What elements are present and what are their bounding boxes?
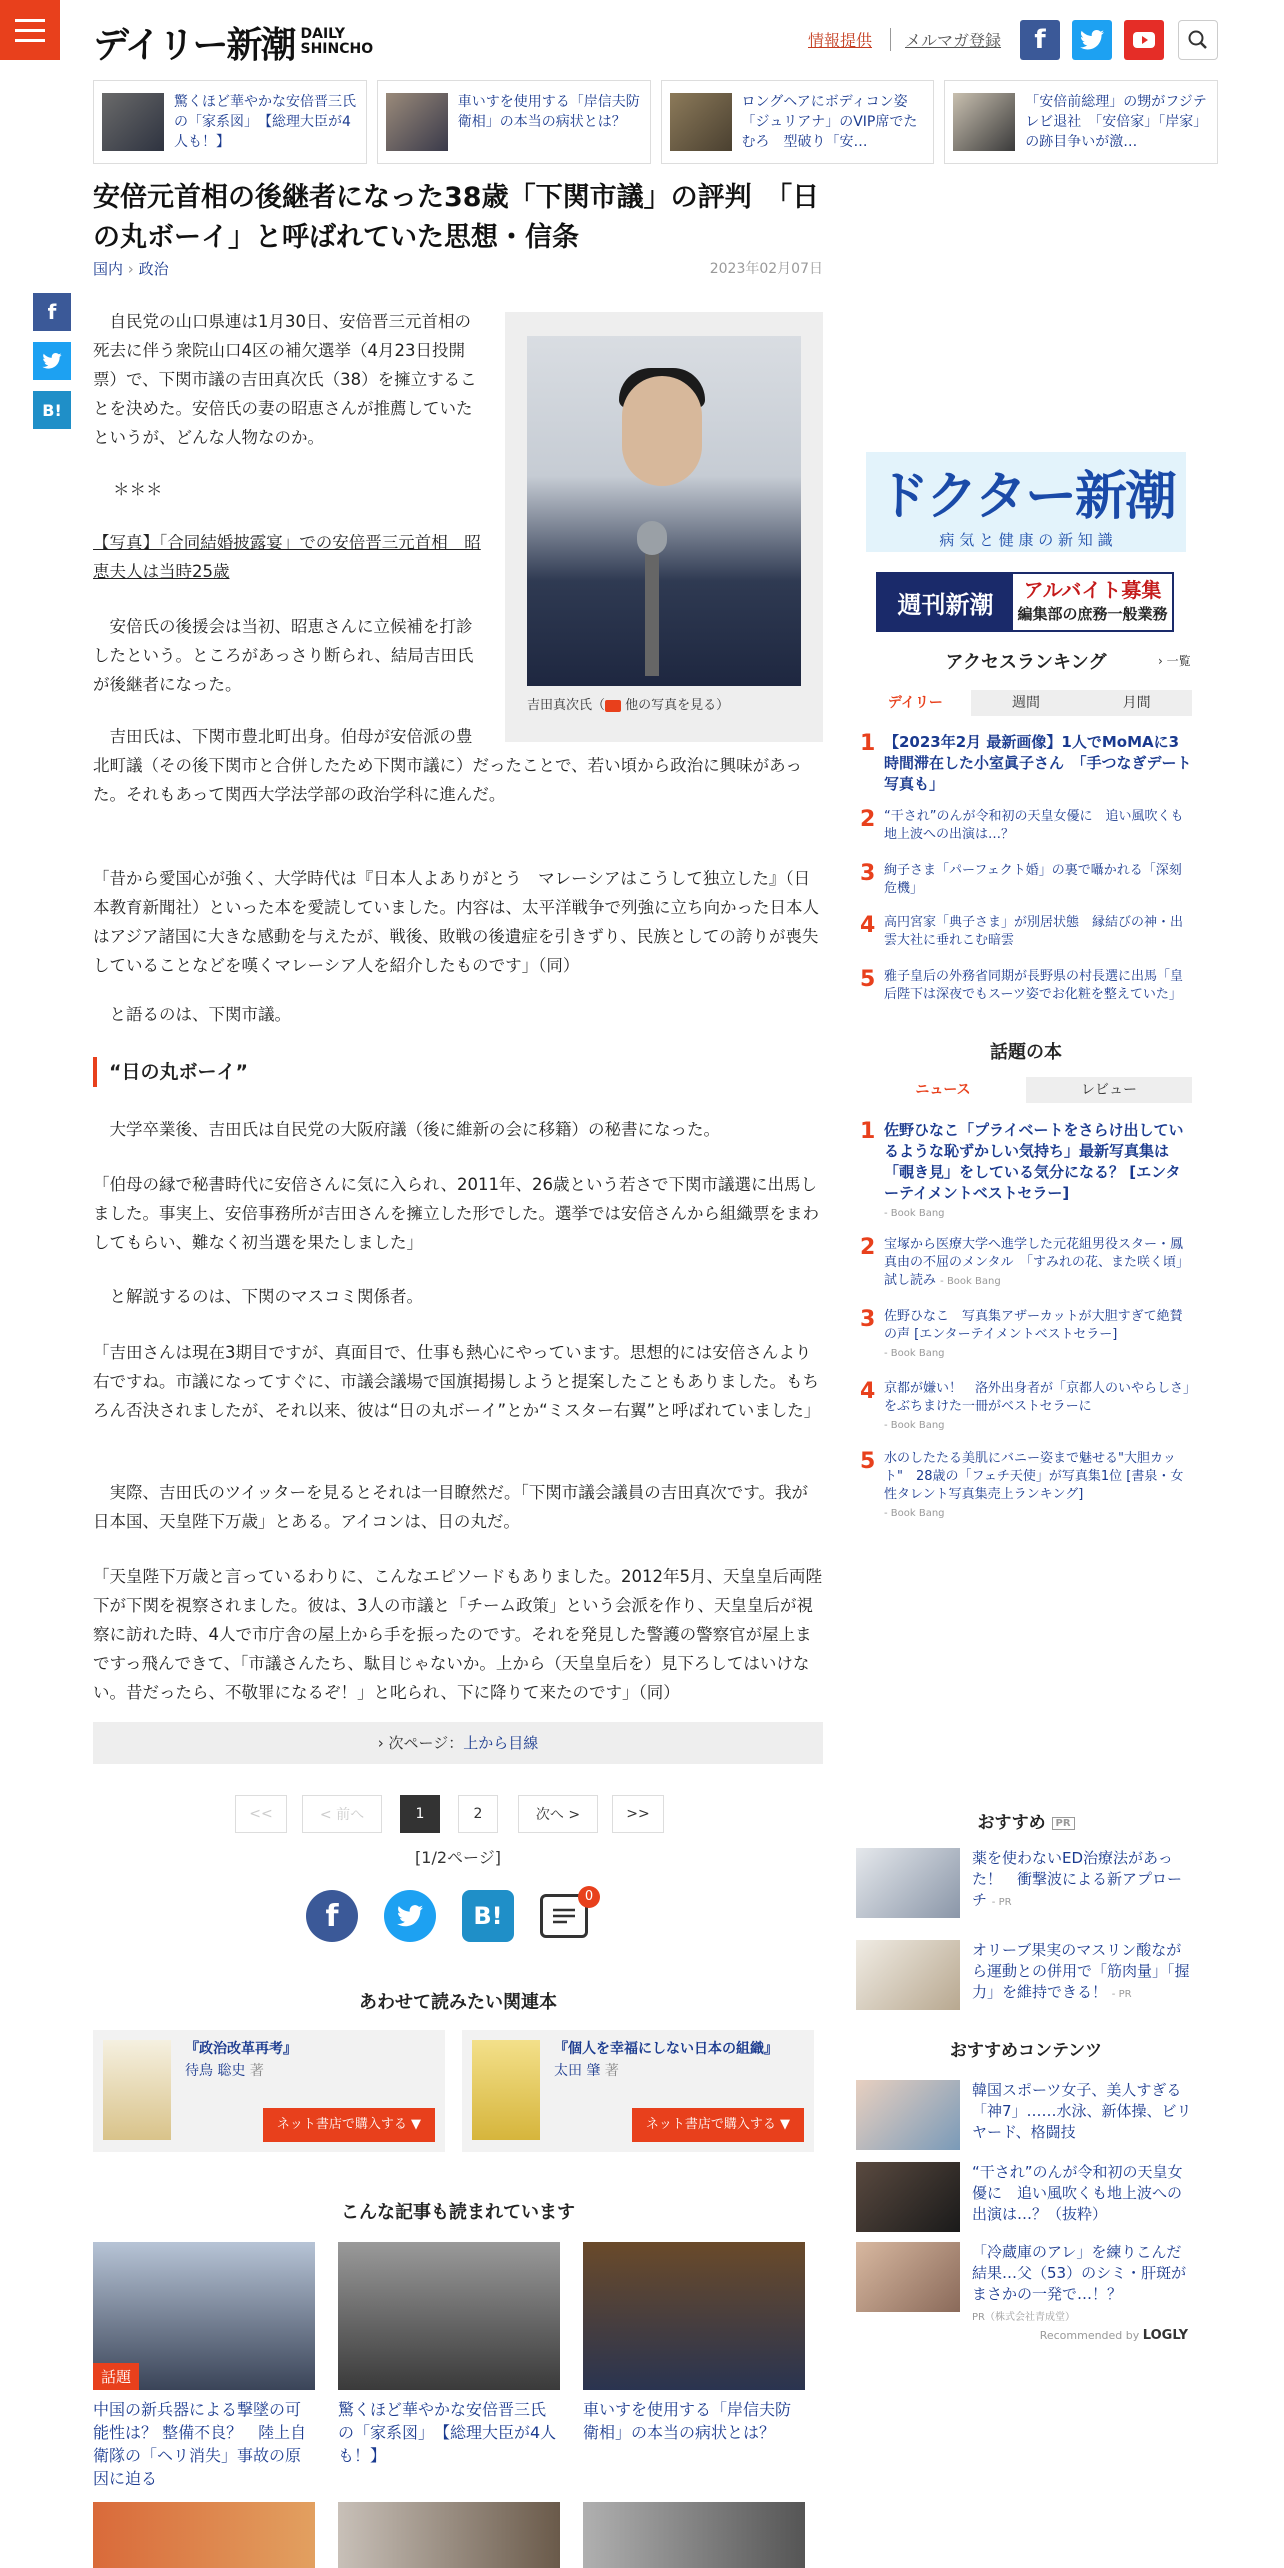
- buy-button[interactable]: ネット書店で購入する ▼: [632, 2108, 804, 2142]
- top-card[interactable]: ロングヘアにボディコン姿「ジュリアナ」のVIP席でたむろ 型破り「安…: [661, 80, 935, 164]
- book-ranking-item[interactable]: 5 水のしたたる美肌にバニー姿まで魅せる"大胆カット" 28歳の「フェチ天使」が写真集1位 [書泉・女性タレント写真集売上ランキング] - Book Bang: [860, 1449, 1184, 1519]
- top-card-thumb: [953, 93, 1015, 151]
- menu-icon: [15, 19, 45, 22]
- article-photo[interactable]: [527, 336, 801, 686]
- newsletter-link[interactable]: メルマガ登録: [890, 28, 1001, 51]
- ranking-item[interactable]: 1 【2023年2月 最新画像】1人でMoMAに3時間滞在した小室眞子さん 「手つなぎデート写真も」: [860, 731, 1192, 793]
- tab-weekly[interactable]: 週間: [971, 690, 1082, 716]
- recommend-item[interactable]: 薬を使わないED治療法があった！ 衝撃波による新アプローチ - PR: [856, 1848, 1196, 1918]
- popular-card-image[interactable]: [583, 2502, 805, 2568]
- top-card[interactable]: 「安倍前総理」の甥がフジテレビ退社 「安倍家」「岸家」の跡目争いが激…: [944, 80, 1218, 164]
- book-title[interactable]: 『個人を幸福にしない日本の組織』: [554, 2041, 778, 2057]
- ranking-item[interactable]: 4 高円宮家「典子さま」が別居状態 縁結びの神・出雲大社に垂れこむ暗雲: [860, 913, 1184, 948]
- ranking-more-link[interactable]: › 一覧: [1158, 654, 1191, 668]
- camera-icon: [605, 700, 621, 712]
- site-logo[interactable]: [93, 20, 373, 64]
- recruitment-banner[interactable]: 週刊新潮 アルバイト募集 編集部の庶務一般業務: [876, 572, 1174, 632]
- book-author: 待鳥 聡史 著: [185, 2063, 264, 2079]
- book-title[interactable]: 『政治改革再考』: [185, 2041, 297, 2057]
- top-card-thumb: [102, 93, 164, 151]
- popular-card-image: [93, 2242, 315, 2390]
- buy-button[interactable]: ネット書店で購入する ▼: [263, 2108, 435, 2142]
- top-card-thumb: [670, 93, 732, 151]
- pager-page-1[interactable]: 1: [400, 1795, 440, 1833]
- book-cover[interactable]: [103, 2040, 171, 2140]
- article-title: 安倍元首相の後継者になった38歳「下関市議」の評判 「日の丸ボーイ」と呼ばれていた思想・信条: [93, 182, 820, 253]
- related-books-title: あわせて読みたい関連本: [359, 1992, 557, 2013]
- search-icon: [1179, 21, 1217, 59]
- book-cover[interactable]: [472, 2040, 540, 2140]
- paragraph: 「吉田さんは現在3期目ですが、真面目で、仕事も熱心にやっています。思想的には安倍さんより右ですね。市議になってすぐに、市議会議場で国旗掲揚しようと提案したこともありました。もちろん否決されましたが、それ以来、彼は“日の丸ボーイ”とか“ミスター右翼”と呼ばれていました」: [93, 1343, 821, 1420]
- youtube-icon[interactable]: [1124, 20, 1164, 60]
- more-photos-link[interactable]: 他の写真を見る: [625, 698, 717, 713]
- popular-card[interactable]: 話題 中国の新兵器による撃墜の可能性は？ 整備不良？ 陸上自衛隊の「ヘリ消失」事故の原因に迫る: [93, 2242, 315, 2490]
- crumb-domestic[interactable]: 国内: [93, 260, 124, 278]
- next-page-box[interactable]: › 次ページ：上から目線: [93, 1722, 823, 1764]
- doctor-shincho-banner[interactable]: ドクター新潮 病 気 と 健 康 の 新 知 識: [866, 452, 1186, 552]
- content-image: [856, 2242, 960, 2312]
- section-heading: “日の丸ボーイ”: [93, 1057, 823, 1087]
- twitter-icon[interactable]: [1072, 20, 1112, 60]
- paragraph: 吉田氏は、下関市豊北町出身。伯母が安倍派の豊北町議（その後下関市と合併したため下関市議に）だったことで、若い頃から政治に興味があった。それもあって関西大学法学部の政治学科に進んだ。: [93, 727, 803, 804]
- paragraph: と語るのは、下関市議。: [109, 1005, 291, 1024]
- recommend-image: [856, 1848, 960, 1918]
- pager-page-2[interactable]: 2: [458, 1795, 498, 1833]
- paragraph: 実際、吉田氏のツイッターを見るとそれは一目瞭然だ。「下関市議会議員の吉田真次です。我が日本国、天皇陛下万歳」とある。アイコンは、日の丸だ。: [93, 1483, 808, 1531]
- logo-text: デイリー新潮: [93, 23, 295, 66]
- side-facebook-share[interactable]: f: [33, 293, 71, 331]
- paragraph: 大学卒業後、吉田氏は自民党の大阪府議（後に維新の会に移籍）の秘書になった。: [109, 1120, 720, 1139]
- tab-monthly[interactable]: 月間: [1081, 690, 1192, 716]
- popular-title: こんな記事も読まれています: [341, 2202, 575, 2223]
- topic-tag: 話題: [93, 2363, 139, 2390]
- paragraph: 「昔から愛国心が強く、大学時代は『日本人よありがとう マレーシアはこうして独立した』（日本教育新聞社）といった本を愛読していました。内容は、太平洋戦争で列強に立ち向かった日本人はアジア諸国に大きな感動を与えたが、戦後、敗戦の後遺症を引きずり、民族としての誇りが喪失していることなどを嘆くマレーシア人を紹介したものです」（同）: [93, 869, 819, 975]
- popular-card-image: [338, 2242, 560, 2390]
- book-ranking-item[interactable]: 3 佐野ひなこ 写真集アザーカットが大胆すぎて絶賛の声 [エンターテイメントベストセラー] - Book Bang: [860, 1307, 1183, 1359]
- book-ranking-item[interactable]: 4 京都が嫌い！ 洛外出身者が「京都人のいやらしさ」をぶちまけた一冊がベストセラーに - Book Bang: [860, 1379, 1190, 1431]
- content-item[interactable]: “干され”のんが令和初の天皇女優に 追い風吹くも地上波への出演は…？（抜粋）: [856, 2162, 1196, 2232]
- twitter-share-button[interactable]: [384, 1890, 436, 1942]
- pager-last[interactable]: >>: [612, 1795, 664, 1833]
- content-item[interactable]: 「冷蔵庫のアレ」を練りこんだ結果…父（53）のシミ・肝斑がまさかの一発で…！？ PR（株式会社青成堂）: [856, 2242, 1196, 2328]
- paragraph: 自民党の山口県連は1月30日、安倍晋三元首相の死去に伴う衆院山口4区の補欠選挙（4月23日投開票）で、下関市議の吉田真次氏（38）を擁立することを決めた。安倍氏の妻の昭恵さんが推薦していたというが、どんな人物なのか。: [93, 312, 477, 447]
- pager-next[interactable]: 次へ >: [518, 1795, 598, 1833]
- ranking-item[interactable]: 5 雅子皇后の外務省同期が長野県の村長選に出馬「皇后陛下は深夜でもスーツ姿でお化粧を整えていた」: [860, 967, 1184, 1002]
- hamburger-menu-button[interactable]: [0, 0, 60, 60]
- chevron-right-icon: ›: [377, 1734, 384, 1752]
- logly-credit[interactable]: Recommended by LOGLY: [1039, 2328, 1188, 2343]
- crumb-politics[interactable]: 政治: [138, 260, 169, 278]
- content-item[interactable]: 韓国スポーツ女子、美人すぎる「神7」……水泳、新体操、ビリヤード、格闘技: [856, 2080, 1196, 2150]
- tab-news[interactable]: ニュース: [860, 1077, 1026, 1103]
- photo-article-link[interactable]: 【写真】「合同結婚披露宴」での安倍晋三元首相 昭恵夫人は当時25歳: [93, 533, 481, 581]
- next-page-link[interactable]: 上から目線: [463, 1734, 539, 1752]
- top-card[interactable]: 驚くほど華やかな安倍晋三氏の「家系図」 【総理大臣が4人も！】: [93, 80, 367, 164]
- content-title: おすすめコンテンツ: [949, 2041, 1103, 2061]
- comment-count-badge: 0: [578, 1886, 600, 1908]
- books-title: 話題の本: [990, 1042, 1062, 1063]
- ranking-item[interactable]: 2 “干され”のんが令和初の天皇女優に 追い風吹くも地上波への出演は…？: [860, 807, 1184, 842]
- facebook-share-button[interactable]: f: [306, 1890, 358, 1942]
- pager-first[interactable]: <<: [235, 1795, 287, 1833]
- hatena-share-button[interactable]: B!: [462, 1890, 514, 1942]
- info-link[interactable]: 情報提供: [808, 31, 873, 50]
- top-card[interactable]: 車いすを使用する「岸信夫防衛相」の本当の病状とは？: [377, 80, 651, 164]
- photo-caption: 吉田真次氏（ 他の写真を見る）: [527, 698, 730, 713]
- search-button[interactable]: [1178, 20, 1218, 60]
- recommend-item[interactable]: オリーブ果実のマスリン酸ながら運動との併用で「筋肉量」「握力」を維持できる！ - PR: [856, 1940, 1196, 2010]
- facebook-icon[interactable]: f: [1020, 20, 1060, 60]
- popular-card-image[interactable]: [338, 2502, 560, 2568]
- popular-card-image[interactable]: [93, 2502, 315, 2568]
- popular-card[interactable]: 驚くほど華やかな安倍晋三氏の「家系図」 【総理大臣が4人も！】: [338, 2242, 560, 2467]
- tab-review[interactable]: レビュー: [1026, 1077, 1192, 1103]
- paragraph: 「天皇陛下万歳と言っているわりに、こんなエピソードもありました。2012年5月、天皇皇后両陛下が下関を視察されました。彼は、3人の市議と「チーム政策」という会派を作り、天皇皇后が視察に訪れた時、4人で市庁舎の屋上から手を振ったのです。それを発見した警護の警察官が屋上まですっ飛んできて、「市議さんたち、駄目じゃないか。上から（天皇皇后を）見下ろしてはいけない。昔だったら、不敬罪になるぞ！」と叱られ、下に降りて来たのです」（同）: [93, 1567, 822, 1702]
- article-figure: [505, 312, 823, 742]
- related-book: [93, 2030, 445, 2152]
- side-twitter-share[interactable]: [33, 342, 71, 380]
- book-author: 太田 肇 著: [554, 2063, 619, 2079]
- breadcrumb: 国内 › 政治: [93, 260, 169, 278]
- paragraph: と解説するのは、下関のマスコミ関係者。: [109, 1287, 423, 1306]
- related-book: [462, 2030, 814, 2152]
- recommend-title: おすすめ PR: [856, 1808, 1196, 1833]
- chevron-right-icon: ›: [1158, 654, 1167, 668]
- article-date: 2023年02月07日: [709, 261, 823, 277]
- pager-prev[interactable]: < 前へ: [302, 1795, 382, 1833]
- top-card-thumb: [386, 93, 448, 151]
- popular-card-image: [583, 2242, 805, 2390]
- tab-daily[interactable]: デイリー: [860, 690, 971, 716]
- book-ranking-item[interactable]: 2 宝塚から医療大学へ進学した元花組男役スター・鳳真由の不屈のメンタル 「すみれの花、また咲く頃」試し読み - Book Bang: [860, 1235, 1189, 1288]
- recommend-image: [856, 1940, 960, 2010]
- separator-stars: ＊＊＊: [113, 480, 163, 499]
- logo-en: DAILY SHINCHO: [300, 26, 374, 57]
- content-image: [856, 2080, 960, 2150]
- paragraph: 安倍氏の後援会は当初、昭恵さんに立候補を打診したという。ところがあっさり断られ、結局吉田氏が後継者になった。: [93, 617, 474, 694]
- ranking-item[interactable]: 3 絢子さま「パーフェクト婚」の裏で囁かれる「深刻危機」: [860, 861, 1182, 896]
- book-ranking-item[interactable]: 1 佐野ひなこ「プライベートをさらけ出しているような恥ずかしい気持ち」最新写真集は「覗き見」をしている気分になる？ [エンターテイメントベストセラー] - Book Bang: [860, 1119, 1184, 1219]
- content-image: [856, 2162, 960, 2232]
- page-info: [1/2ページ]: [415, 1848, 501, 1867]
- ranking-title: アクセスランキング: [945, 652, 1107, 673]
- popular-card[interactable]: 車いすを使用する「岸信夫防衛相」の本当の病状とは？: [583, 2242, 805, 2444]
- side-hatena-share[interactable]: B!: [33, 391, 71, 429]
- paragraph: 「伯母の縁で秘書時代に安倍さんに気に入られ、2011年、26歳という若さで下関市議選に出馬しました。事実上、安倍事務所が吉田さんを擁立した形でした。選挙では安倍さんから組織票をまわしてもらい、難なく初当選を果たしました」: [93, 1175, 819, 1252]
